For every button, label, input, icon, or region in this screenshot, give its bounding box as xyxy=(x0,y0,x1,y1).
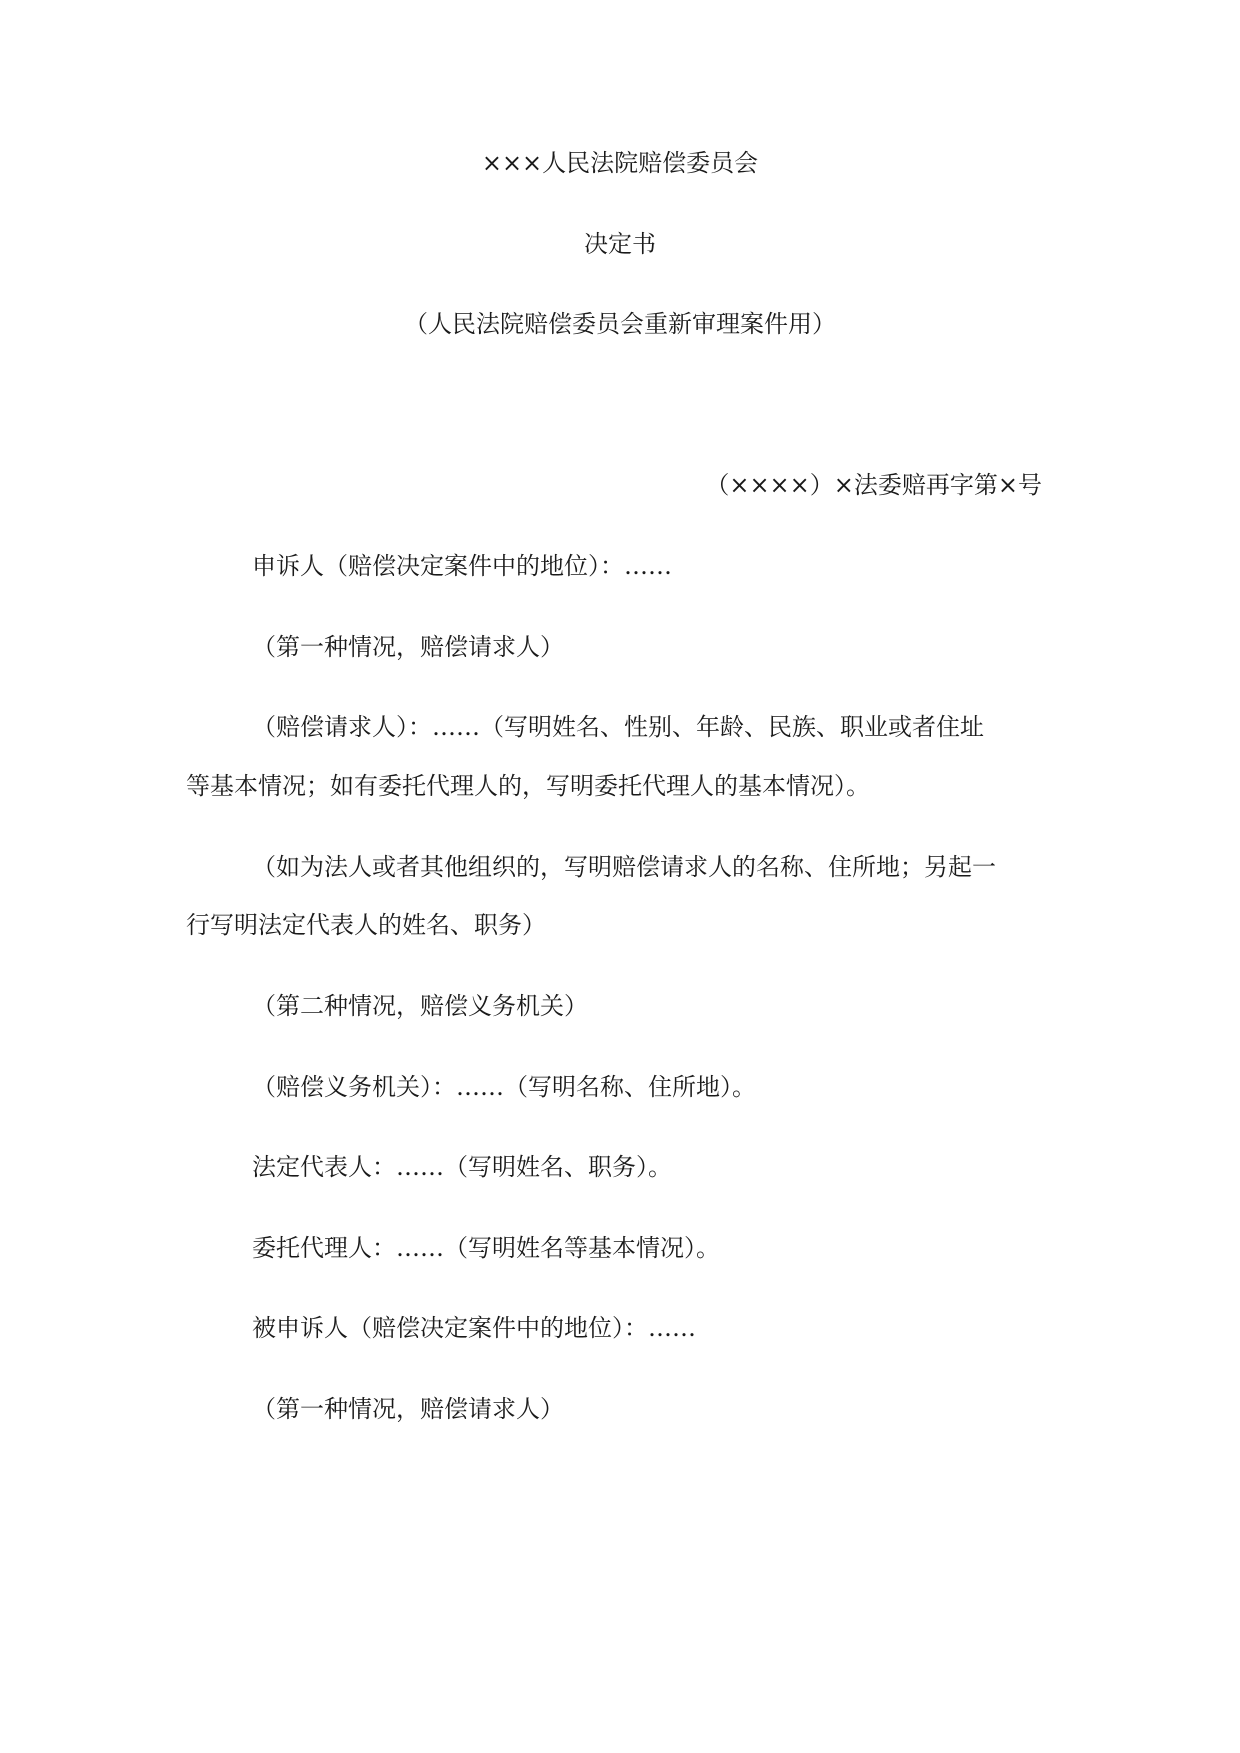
paragraph-continuation: 行写明法定代表人的姓名、职务） xyxy=(186,911,546,939)
document-title: ×××人民法院赔偿委员会 xyxy=(481,149,759,177)
paragraph: 被申诉人（赔偿决定案件中的地位）：…… xyxy=(252,1314,696,1342)
paragraph: 申诉人（赔偿决定案件中的地位）：…… xyxy=(252,552,672,580)
paragraph: （第二种情况，赔偿义务机关） xyxy=(252,992,588,1020)
paragraph: （赔偿义务机关）：……（写明名称、住所地）。 xyxy=(252,1073,756,1101)
case-number: （××××）×法委赔再字第×号 xyxy=(705,471,1042,499)
paragraph: （第一种情况，赔偿请求人） xyxy=(252,633,564,661)
paragraph: 法定代表人：……（写明姓名、职务）。 xyxy=(252,1153,672,1181)
paragraph: （第一种情况，赔偿请求人） xyxy=(252,1395,564,1423)
paragraph: （如为法人或者其他组织的，写明赔偿请求人的名称、住所地；另起一 xyxy=(252,853,996,881)
paragraph: 委托代理人：……（写明姓名等基本情况）。 xyxy=(252,1234,720,1262)
usage-note: （人民法院赔偿委员会重新审理案件用） xyxy=(404,310,836,338)
paragraph: （赔偿请求人）：……（写明姓名、性别、年龄、民族、职业或者住址 xyxy=(252,713,984,741)
document-subtitle: 决定书 xyxy=(584,230,656,258)
paragraph-continuation: 等基本情况；如有委托代理人的，写明委托代理人的基本情况）。 xyxy=(186,772,870,800)
